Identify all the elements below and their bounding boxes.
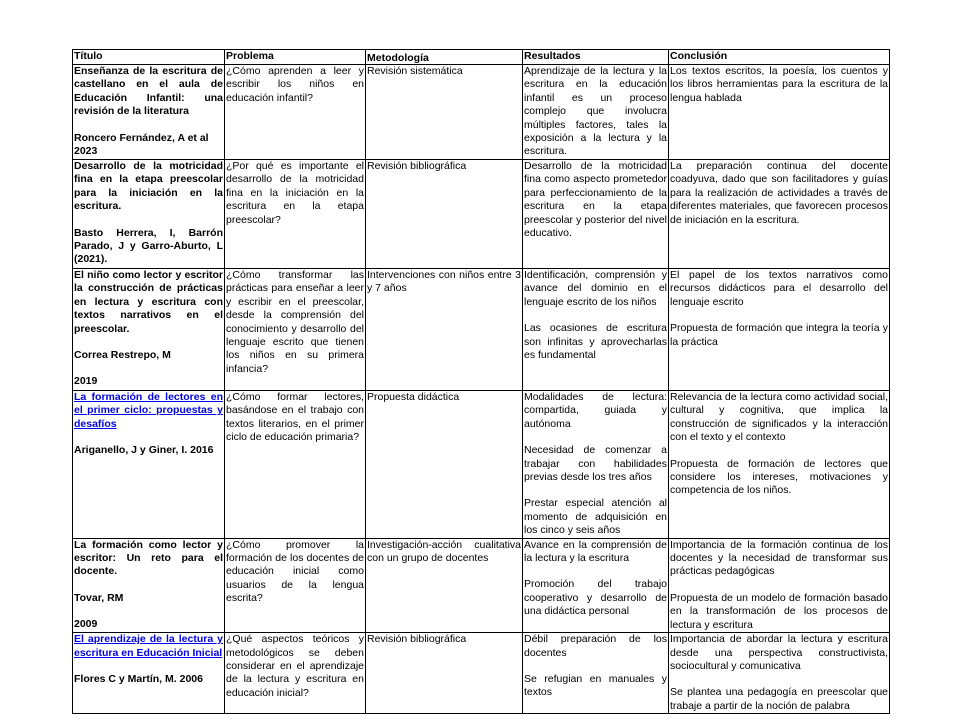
- conclusion-cell: [669, 538, 890, 632]
- conclusion-item: Propuesta de un modelo de formación basado en la transformación de los procesos de lectura y escritura: [670, 591, 888, 631]
- conclusion-item: Importancia de la formación continua de los docentes y la necesidad de transformar sus prácticas pedagógicas: [670, 538, 888, 578]
- metodologia-cell: Intervenciones con niños entre 3 y 7 años: [366, 269, 523, 391]
- resultado-item: Prestar especial atención al momento de adquisición en los cinco y seis años: [524, 497, 667, 537]
- resultado-item: Aprendizaje de la lectura y la escritura en la educación infantil es un proceso complejo que involucra múltiples factores, tales la exposición a la lectura y la escritura.: [524, 65, 667, 158]
- title-cell: [73, 65, 225, 160]
- resultados-cell: [523, 160, 669, 269]
- header-problema: Problema: [225, 50, 366, 65]
- title-cell: [73, 538, 225, 632]
- conclusion-item: Relevancia de la lectura como actividad social, cultural y cognitiva, que implica la construcción de significados y la interacción con el texto y el contexto: [670, 391, 888, 444]
- table-row: [73, 65, 890, 160]
- title-cell: [73, 633, 225, 714]
- conclusion-cell: [669, 160, 890, 269]
- study-title: Enseñanza de la escritura de castellano en el aula de Educación Infantil: una revisión de la literatura: [74, 65, 223, 118]
- table-row: [73, 633, 890, 714]
- study-year: 2009: [74, 618, 98, 631]
- resultado-item: Necesidad de comenzar a trabajar con habilidades previas desde los tres años: [524, 444, 667, 484]
- conclusion-item: Los textos escritos, la poesía, los cuentos y los libros herramientas para la escritura de la lengua hablada: [670, 65, 888, 104]
- conclusion-cell: [669, 633, 890, 714]
- problema-cell: ¿Cómo transformar las prácticas para enseñar a leer y escribir en el preescolar, desde la comprensión del conocimiento y desarrollo del lenguaje escrito que tienen los niños en su primera infancia?: [225, 269, 366, 391]
- resultado-item: Se refugian en manuales y textos: [524, 672, 667, 699]
- metodologia-cell: Investigación-acción cualitativa con un grupo de docentes: [366, 538, 523, 632]
- resultados-cell: [523, 633, 669, 714]
- problema-cell: ¿Cómo promover la formación de los docentes de educación inicial como usuarios de la lengua escrita?: [225, 538, 366, 632]
- title-cell: [73, 391, 225, 539]
- study-authors: Basto Herrera, I, Barrón Parado, J y Garro-Aburto, L (2021).: [74, 226, 223, 266]
- conclusion-cell: [669, 65, 890, 160]
- literature-table: [72, 49, 890, 714]
- conclusion-item: El papel de los textos narrativos como recursos didácticos para el desarrollo del lenguaje escrito: [670, 269, 888, 308]
- table-row: [73, 391, 890, 539]
- study-year: 2019: [74, 375, 98, 388]
- resultados-cell: [523, 391, 669, 539]
- title-cell: [73, 160, 225, 269]
- header-conclusion: Conclusión: [669, 50, 890, 65]
- study-title: Desarrollo de la motricidad fina en la etapa preescolar para la iniciación en la escritura.: [74, 160, 223, 213]
- resultado-item: Promoción del trabajo cooperativo y desarrollo de una didáctica personal: [524, 578, 667, 618]
- study-title-link[interactable]: La formación de lectores en el primer ciclo: propuestas y desafíos: [74, 391, 223, 430]
- problema-cell: ¿Cómo aprenden a leer y escribir los niños en educación infantil?: [225, 65, 366, 160]
- problema-cell: ¿Qué aspectos teóricos y metodológicos se deben considerar en el aprendizaje de la lectura y escritura en educación inicial?: [225, 633, 366, 714]
- study-title-link[interactable]: El aprendizaje de la lectura y escritura en Educación Inicial: [74, 633, 223, 659]
- conclusion-item: Propuesta de formación de lectores que considere los intereses, motivaciones y competencia de los niños.: [670, 457, 888, 497]
- metodologia-cell: Revisión sistemática: [366, 65, 523, 160]
- table-header-row: [73, 50, 890, 65]
- study-authors: Correa Restrepo, M: [74, 349, 171, 362]
- resultado-item: Modalidades de lectura: compartida, guiada y autónoma: [524, 391, 667, 430]
- conclusion-cell: [669, 269, 890, 391]
- resultado-item: Desarrollo de la motricidad fina como aspecto prometedor para perfeccionamiento de la escritura en la etapa preescolar y posterior del nivel educativo.: [524, 160, 667, 240]
- title-cell: [73, 269, 225, 391]
- header-titulo: Título: [73, 50, 225, 65]
- conclusion-item: Propuesta de formación que integra la teoría y la práctica: [670, 322, 888, 348]
- header-resultados: Resultados: [523, 50, 669, 65]
- resultados-cell: [523, 65, 669, 160]
- study-authors: Flores C y Martín, M. 2006: [74, 672, 203, 685]
- resultado-item: Débil preparación de los docentes: [524, 633, 667, 659]
- conclusion-cell: [669, 391, 890, 539]
- resultado-item: Identificación, comprensión y avance del dominio en el lenguaje escrito de los niños: [524, 269, 667, 308]
- resultados-cell: [523, 269, 669, 391]
- problema-cell: ¿Por qué es importante el desarrollo de la motricidad fina en la iniciación en la escritura en la etapa preescolar?: [225, 160, 366, 269]
- study-authors: Roncero Fernández, A et al: [74, 131, 209, 144]
- study-title: La formación como lector y escritor: Un reto para el docente.: [74, 538, 223, 578]
- resultados-cell: [523, 538, 669, 632]
- conclusion-item: Se plantea una pedagogía en preescolar que trabaje a partir de la noción de palabra: [670, 686, 888, 712]
- metodologia-cell: Propuesta didáctica: [366, 391, 523, 539]
- conclusion-item: La preparación continua del docente coadyuva, dado que son facilitadores y guías para la realización de actividades a través de diferentes materiales, que favorecen procesos de iniciación en la escritura.: [670, 160, 888, 226]
- resultado-item: Avance en la comprensión de la lectura y la escritura: [524, 538, 667, 565]
- table-row: [73, 538, 890, 632]
- metodologia-cell: Revisión bibliográfica: [366, 160, 523, 269]
- study-title: El niño como lector y escritor la construcción de prácticas en lectura y escritura con textos narrativos en el preescolar.: [74, 269, 223, 335]
- conclusion-item: Importancia de abordar la lectura y escritura desde una perspectiva constructivista, sociocultural y comunicativa: [670, 633, 888, 672]
- resultado-item: Las ocasiones de escritura son infinitas y aprovecharlas es fundamental: [524, 322, 667, 362]
- study-year: 2023: [74, 145, 98, 158]
- table-row: [73, 269, 890, 391]
- study-authors: Ariganello, J y Giner, I. 2016: [74, 444, 214, 457]
- header-metodologia: Metodología: [366, 50, 523, 65]
- table-row: [73, 160, 890, 269]
- metodologia-cell: Revisión bibliográfica: [366, 633, 523, 714]
- problema-cell: ¿Cómo formar lectores, basándose en el trabajo con textos literarios, en el primer ciclo de educación primaria?: [225, 391, 366, 539]
- study-authors: Tovar, RM: [74, 591, 124, 604]
